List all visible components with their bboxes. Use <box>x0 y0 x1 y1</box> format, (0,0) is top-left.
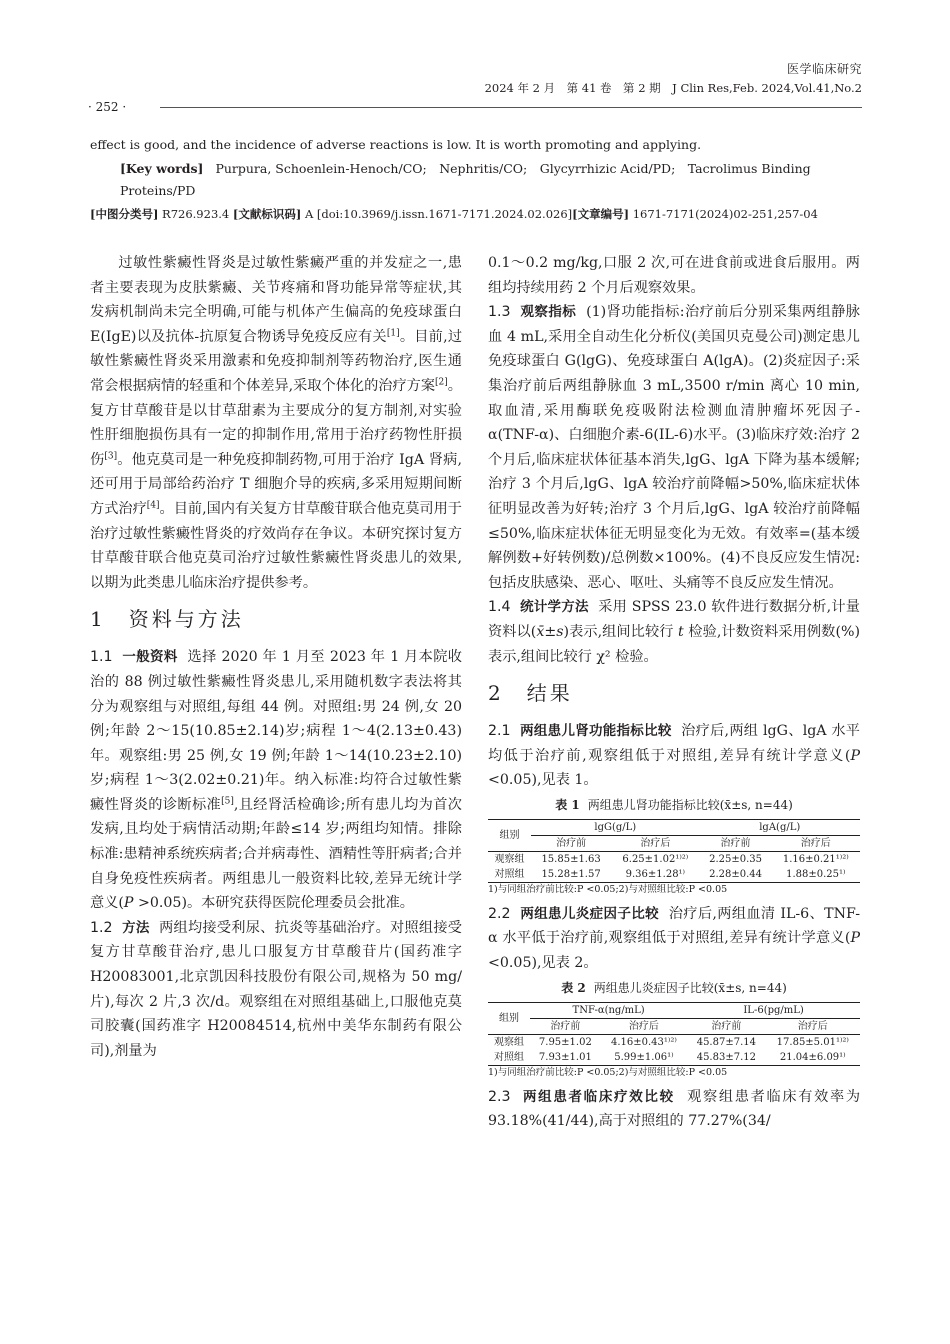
section-2-1 <box>488 719 860 793</box>
table-1-caption <box>488 795 860 815</box>
table-1-sub-header: 治疗后 <box>611 835 699 851</box>
table-cell: 17.85±5.01¹⁾²⁾ <box>776 1036 849 1048</box>
clc-label: [中图分类号] <box>90 207 159 221</box>
section-1-heading: 1 资料与方法 <box>90 607 244 632</box>
section-1-1-number: 1.1 <box>90 649 113 666</box>
section-1-4-title: 统计学方法 <box>520 599 589 616</box>
p-symbol: P <box>850 747 860 764</box>
table-2-col-group: IL-6(pg/mL) <box>687 1002 860 1018</box>
section-2-1-number: 2.1 <box>488 723 511 740</box>
table-2-sub-header: 治疗前 <box>530 1018 601 1034</box>
page-number: · 252 · <box>88 100 127 114</box>
classification-line <box>90 206 818 222</box>
p-symbol: P <box>123 895 134 912</box>
section-2-3-title: 两组患者临床疗效比较 <box>522 1088 675 1105</box>
table-2-col-group: TNF-α(ng/mL) <box>530 1002 687 1018</box>
citation-1: [1] <box>386 328 400 339</box>
doc-value: A [doi:10.3969/j.issn.1671-7171.2024.02.026] <box>304 207 573 221</box>
section-2-2-title: 两组患儿炎症因子比较 <box>520 905 659 922</box>
clc-value: R726.923.4 <box>162 207 230 221</box>
table-2-caption <box>488 978 860 998</box>
table-cell: 9.36±1.28¹⁾ <box>611 867 699 883</box>
section-1-4-text-c: 检验,计数资料采用例数(%)表示,组间比较行 χ² 检验。 <box>488 623 860 665</box>
section-1-2-number: 1.2 <box>90 919 113 936</box>
table-1 <box>488 819 860 883</box>
table-2-group-header: 组别 <box>488 1002 530 1034</box>
table-cell: 2.25±0.35 <box>709 853 763 865</box>
art-label: [文章编号] <box>572 207 630 221</box>
section-2-3 <box>488 1085 860 1134</box>
citation-5: [5] <box>221 796 234 807</box>
table-cell: 15.28±1.57 <box>531 867 611 883</box>
table-cell: 5.99±1.06¹⁾ <box>601 1050 688 1066</box>
intro-text-a: 过敏性紫癜性肾炎是过敏性紫癜严重的并发症之一,患者主要表现为皮肤紫癜、关节疼痛和肾功能异常等症状,其发病机制尚未完全明确,可能与机体产生偏高的免疫球蛋白 E(IgE)以及抗体-抗原复合物诱导免疫反应有关 <box>90 255 462 345</box>
section-1-3-text: (1)肾功能指标:治疗前后分别采集两组静脉血 4 mL,采用全自动生化分析仪(美国贝克曼公司)测定患儿免疫球蛋白 G(lgG)、免疫球蛋白 A(lgA)。(2)炎症因子:采集治疗前后两组静脉血 3 mL,3500 r/min 离心 10 min,取血清,采用酶联免疫吸附法检测血清肿瘤坏死因子-α(TNF-α)、白细胞介素-6(IL-6)水平。(3)临床疗效:治疗 2 个月后,临床症状体征基本消失,lgG、lgA 下降为基本缓解;治疗 3 个月后,lgG、lgA 较治疗前降幅>50%,临床症状体征明显改善为好转;治疗 3 个月后,lgG、lgA 较治疗前降幅≤50%,临床症状体征无明显变化为无效。有效率=(基本缓解例数+好转例数)/总例数×100%。(4)不良反应发生情况:包括皮肤感染、恶心、呕吐、头痛等不良反应发生情况。 <box>488 304 860 591</box>
table-cell: 6.25±1.02¹⁾²⁾ <box>622 853 689 865</box>
keywords <box>90 158 870 202</box>
table-cell: 4.16±0.43¹⁾²⁾ <box>610 1036 677 1048</box>
section-2-2-text-a: 治疗后,两组血清 IL-6、TNF-α 水平低于治疗前,观察组低于对照组,差异有统计学意义( <box>488 905 860 947</box>
table-1-label: 表 1 <box>555 797 580 812</box>
table-cell: 1.88±0.25¹⁾ <box>772 867 860 883</box>
table-1-sub-header: 治疗后 <box>772 835 860 851</box>
section-1-4-text-b: )表示,组间比较行 <box>563 623 679 640</box>
table-cell: 2.28±0.44 <box>700 867 772 883</box>
table-2-label: 表 2 <box>561 980 586 995</box>
table-1-sub-header: 治疗前 <box>531 835 611 851</box>
table-1-title: 两组患儿肾功能指标比较(x̄±s, n=44) <box>587 797 793 812</box>
section-2-3-text: 观察组患者临床有效率为 93.18%(41/44),高于对照组的 77.27%(34/ <box>488 1088 861 1130</box>
table-row <box>488 851 860 867</box>
section-1-2-title: 方法 <box>122 919 150 936</box>
left-column <box>90 251 462 1063</box>
doc-label: [文献标识码] <box>232 207 302 221</box>
table-cell: 45.83±7.12 <box>687 1050 765 1066</box>
section-1-4 <box>488 595 860 669</box>
table-2-sub-header: 治疗前 <box>687 1018 765 1034</box>
intro-text-b: 。目前,过敏性紫癜性肾炎采用激素和免疫抑制剂等药物治疗,医生通常会根据病情的轻重和个体差异,采取个体化的治疗方案 <box>90 328 463 394</box>
right-column <box>488 251 860 1134</box>
section-2-1-text-a: 治疗后,两组 lgG、lgA 水平均低于治疗前,观察组低于对照组,差异有统计学意义( <box>488 723 860 764</box>
intro-paragraph <box>90 251 462 595</box>
table-2-title: 两组患儿炎症因子比较(x̄±s, n=44) <box>593 980 787 995</box>
p-symbol: P <box>850 930 860 947</box>
table-2-sub-header: 治疗后 <box>601 1018 688 1034</box>
section-1-4-number: 1.4 <box>488 599 511 616</box>
abstract-tail: effect is good, and the incidence of adverse reactions is low. It is worth promoting and applying. <box>90 137 702 152</box>
table-cell: 观察组 <box>494 853 525 865</box>
section-2-heading: 2 结果 <box>488 681 573 706</box>
section-2-1-title: 两组患儿肾功能指标比较 <box>520 723 672 740</box>
section-1-4-text-a: 采用 SPSS 23.0 软件进行数据分析,计量资料以( <box>488 599 860 640</box>
table-1-sub-header: 治疗前 <box>700 835 772 851</box>
table-row <box>488 1034 860 1050</box>
table-cell: 21.04±6.09¹⁾ <box>766 1050 860 1066</box>
table-2-sub-header: 治疗后 <box>766 1018 860 1034</box>
t-symbol: t <box>678 623 684 640</box>
section-2-2 <box>488 902 860 976</box>
mean-sd-symbol: x̄±s <box>536 623 564 640</box>
section-2-2-number: 2.2 <box>488 905 511 922</box>
keywords-text: Purpura, Schoenlein-Henoch/CO; Nephritis/CO; Glycyrrhizic Acid/PD; Tacrolimus Binding Proteins/PD <box>120 161 811 198</box>
table-cell: 15.85±1.63 <box>541 853 601 865</box>
keywords-label: [Key words] <box>120 161 204 176</box>
section-1-2 <box>90 916 462 1064</box>
issue-info: 2024 年 2 月 第 41 卷 第 2 期 J Clin Res,Feb. 2024,Vol.41,No.2 <box>484 81 862 95</box>
citation-4: [4] <box>146 500 160 511</box>
section-1-2-text-a: 两组均接受利尿、抗炎等基础治疗。对照组接受复方甘草酸苷治疗,患儿口服复方甘草酸苷片(国药准字 H20083001,北京凯因科技股份有限公司,规格为 50 mg/片),每次 2 片,3 次/d。观察组在对照组基础上,口服他克莫司胶囊(国药准字 H20084514,杭州中美华东制药有限公司),剂量为 <box>90 919 462 1059</box>
section-2-1-text-b: <0.05),见表 1。 <box>488 772 598 789</box>
table-1-col-group: lgG(g/L) <box>531 819 700 835</box>
table-row <box>488 1050 860 1066</box>
citation-3: [3] <box>104 451 118 462</box>
section-1-2-continued: 0.1～0.2 mg/kg,口服 2 次,可在进食前或进食后服用。两组均持续用药 2 个月后观察效果。 <box>488 255 860 296</box>
table-cell: 7.95±1.02 <box>538 1036 592 1048</box>
header-rule <box>160 107 862 108</box>
citation-2: [2] <box>435 377 448 388</box>
section-1-1-text-a: 选择 2020 年 1 月至 2023 年 1 月本院收治的 88 例过敏性紫癜性肾炎患儿,采用随机数字表法将其分为观察组与对照组,每组 44 例。对照组:男 24 例,女 20 例;年龄 2～15(10.85±2.14)岁;病程 1～4(2.13±0.43)年。观察组:男 25 例,女 19 例;年龄 1～14(10.23±2.10)岁;病程 1～3(2.02±0.21)年。纳入标准:均符合过敏性紫癜性肾炎的诊断标准 <box>90 649 462 813</box>
section-1-1-title: 一般资料 <box>122 649 178 666</box>
intro-text-d: 。他克莫司是一种免疫抑制药物,可用于治疗 IgA 肾病,还可用于局部给药治疗 T 细胞介导的疾病,多采用短期间断方式治疗 <box>90 451 462 517</box>
table-cell: 7.93±1.01 <box>530 1050 601 1066</box>
art-value: 1671-7171(2024)02-251,257-04 <box>632 207 818 221</box>
section-1-3 <box>488 300 860 595</box>
table-cell: 对照组 <box>488 867 531 883</box>
section-1-1-text-c: >0.05)。本研究获得医院伦理委员会批准。 <box>133 895 414 912</box>
table-cell: 观察组 <box>494 1036 525 1048</box>
table-cell: 1.16±0.21¹⁾²⁾ <box>782 853 849 865</box>
table-cell: 对照组 <box>488 1050 530 1066</box>
table-row <box>488 867 860 883</box>
section-1-1-text-b: ,且经肾活检确诊;所有患儿均为首次发病,且均处于病情活动期;年龄≤14 岁;两组均知情。排除标准:患精神系统疾病者;合并病毒性、酒精性等肝病者;合并自身免疫性疾病者。两组患儿一般资料比较,差异无统计学意义( <box>90 796 462 912</box>
table-cell: 45.87±7.14 <box>696 1036 756 1048</box>
table-1-col-group: lgA(g/L) <box>700 819 860 835</box>
section-1-3-number: 1.3 <box>488 304 511 321</box>
table-1-group-header: 组别 <box>488 819 531 851</box>
section-1-3-title: 观察指标 <box>520 304 577 321</box>
section-1-1 <box>90 645 462 916</box>
table-2 <box>488 1002 860 1066</box>
table-1-note: 1)与同组治疗前比较:P <0.05;2)与对照组比较:P <0.05 <box>488 883 728 895</box>
intro-text-c: 。复方甘草酸苷是以甘草甜素为主要成分的复方制剂,对实验性肝细胞损伤具有一定的抑制作用,常用于治疗药物性肝损伤 <box>90 377 462 468</box>
section-2-3-number: 2.3 <box>488 1088 511 1105</box>
section-2-2-text-b: <0.05),见表 2。 <box>488 955 598 972</box>
journal-name: 医学临床研究 <box>786 62 862 76</box>
intro-text-e: 。目前,国内有关复方甘草酸苷联合他克莫司用于治疗过敏性紫癜性肾炎的疗效尚存在争议。本研究探讨复方甘草酸苷联合他克莫司治疗过敏性紫癜性肾炎患儿的效果,以期为此类患儿临床治疗提供参考。 <box>90 500 462 591</box>
table-2-note: 1)与同组治疗前比较:P <0.05;2)与对照组比较:P <0.05 <box>488 1066 728 1078</box>
